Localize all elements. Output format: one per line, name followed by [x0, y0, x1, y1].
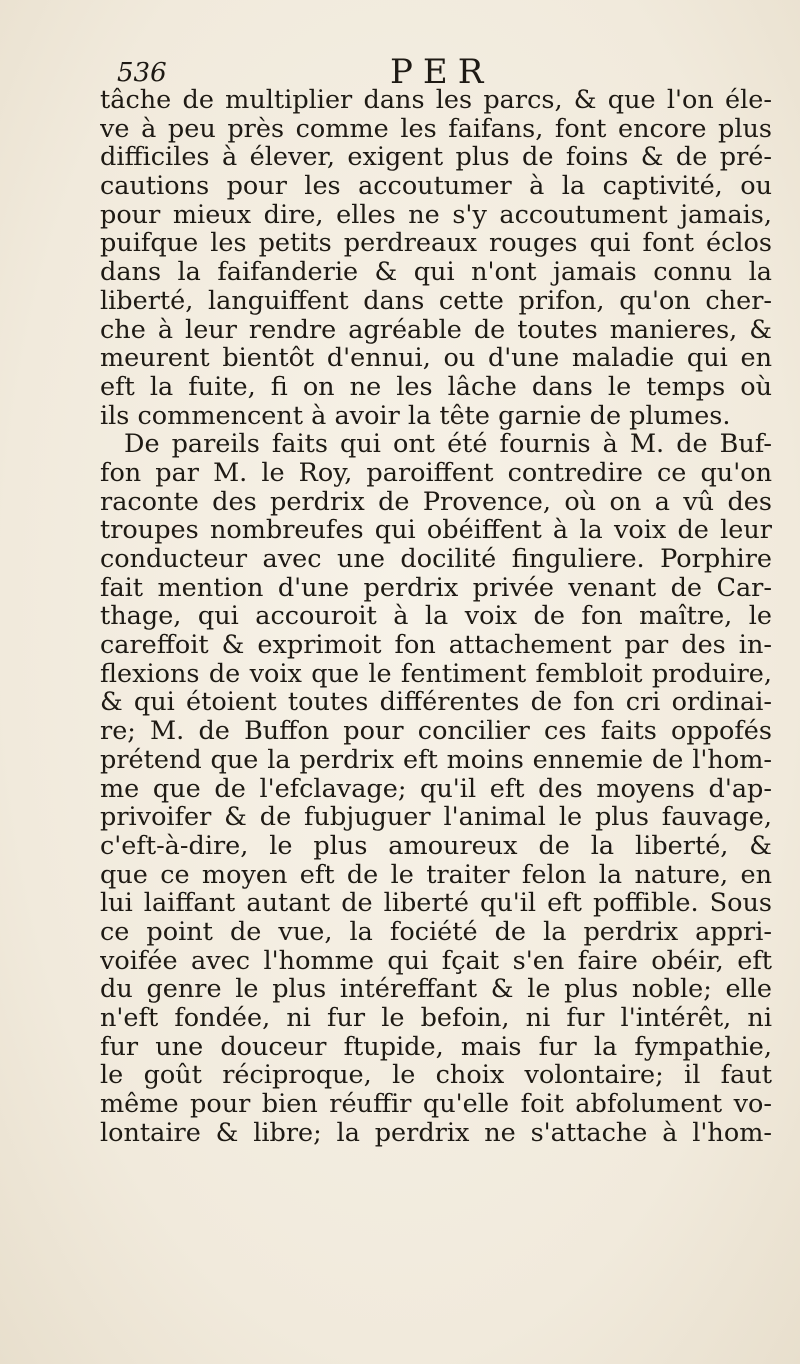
text-line: thage, qui accouroit à la voix de fon maître, le	[100, 602, 772, 632]
text-line: fait mention d'une perdrix privée venant de Car-	[100, 573, 772, 603]
text-line: ils commencent à avoir la tête garnie de plumes.	[100, 401, 731, 431]
text-line: cautions pour les accoutumer à la captivité, ou	[100, 172, 772, 201]
text-line: que ce moyen eft de le traiter felon la nature, en	[100, 860, 772, 890]
text-line: n'eft fondée, ni fur le befoin, ni fur l'intérêt, ni	[100, 1004, 772, 1033]
text-line: re; M. de Buffon pour concilier ces faits oppofés	[100, 717, 772, 746]
text-line: meurent bientôt d'ennui, ou d'une maladie qui en	[100, 344, 772, 373]
text-line: & qui étoient toutes différentes de fon cri ordinai-	[100, 688, 772, 718]
text-line: fon par M. le Roy, paroiffent contredire ce qu'on	[100, 458, 772, 488]
text-line: che à leur rendre agréable de toutes manieres, &	[100, 315, 772, 345]
body-text	[100, 86, 772, 1147]
text-line: c'eft-à-dire, le plus amoureux de la liberté, &	[100, 831, 772, 861]
text-line: liberté, languiffent dans cette prifon, qu'on cher-	[100, 286, 772, 316]
text-line: fur une douceur ftupide, mais fur la fympathie,	[100, 1032, 772, 1062]
text-line: me que de l'efclavage; qu'il eft des moyens d'ap-	[100, 774, 772, 804]
text-line: du genre le plus intéreffant & le plus noble; elle	[100, 975, 772, 1004]
text-line: raconte des perdrix de Provence, où on a vû des	[100, 487, 772, 517]
text-line: flexions de voix que le fentiment fembloit produire,	[100, 659, 772, 689]
text-line: le goût réciproque, le choix volontaire; il faut	[100, 1061, 772, 1091]
text-line: tâche de multiplier dans les parcs, & que l'on éle-	[100, 86, 772, 115]
text-line: De pareils faits qui ont été fournis à M. de Buf-	[124, 430, 772, 459]
text-line: conducteur avec une docilité finguliere. Porphire	[100, 545, 772, 574]
page-number: 536	[117, 58, 167, 88]
text-line: prétend que la perdrix eft moins ennemie de l'hom-	[100, 745, 772, 775]
text-line: eft la fuite, fi on ne les lâche dans le temps où	[100, 372, 772, 402]
text-line: privoifer & de fubjuguer l'animal le plus fauvage,	[100, 803, 772, 832]
text-line: troupes nombreufes qui obéiffent à la voix de leur	[100, 516, 772, 545]
text-line: ce point de vue, la fociété de la perdrix appri-	[100, 917, 772, 947]
text-line: careffoit & exprimoit fon attachement par des in-	[100, 631, 772, 660]
text-line: ve à peu près comme les faifans, font encore plus	[100, 114, 772, 144]
text-line: voifée avec l'homme qui fçait s'en faire obéir, eft	[100, 946, 772, 976]
text-line: difficiles à élever, exigent plus de foins & de pré-	[100, 143, 772, 173]
text-line: lontaire & libre; la perdrix ne s'attache à l'hom-	[100, 1118, 772, 1148]
text-line: lui laiffant autant de liberté qu'il eft poffible. Sous	[100, 889, 772, 918]
text-line: pour mieux dire, elles ne s'y accoutument jamais,	[100, 200, 772, 230]
text-line: dans la faifanderie & qui n'ont jamais connu la	[100, 258, 772, 287]
text-line: puifque les petits perdreaux rouges qui font éclos	[100, 229, 772, 259]
text-line: même pour bien réuffir qu'elle foit abfolument vo-	[100, 1090, 772, 1119]
running-head: PER	[390, 52, 494, 92]
